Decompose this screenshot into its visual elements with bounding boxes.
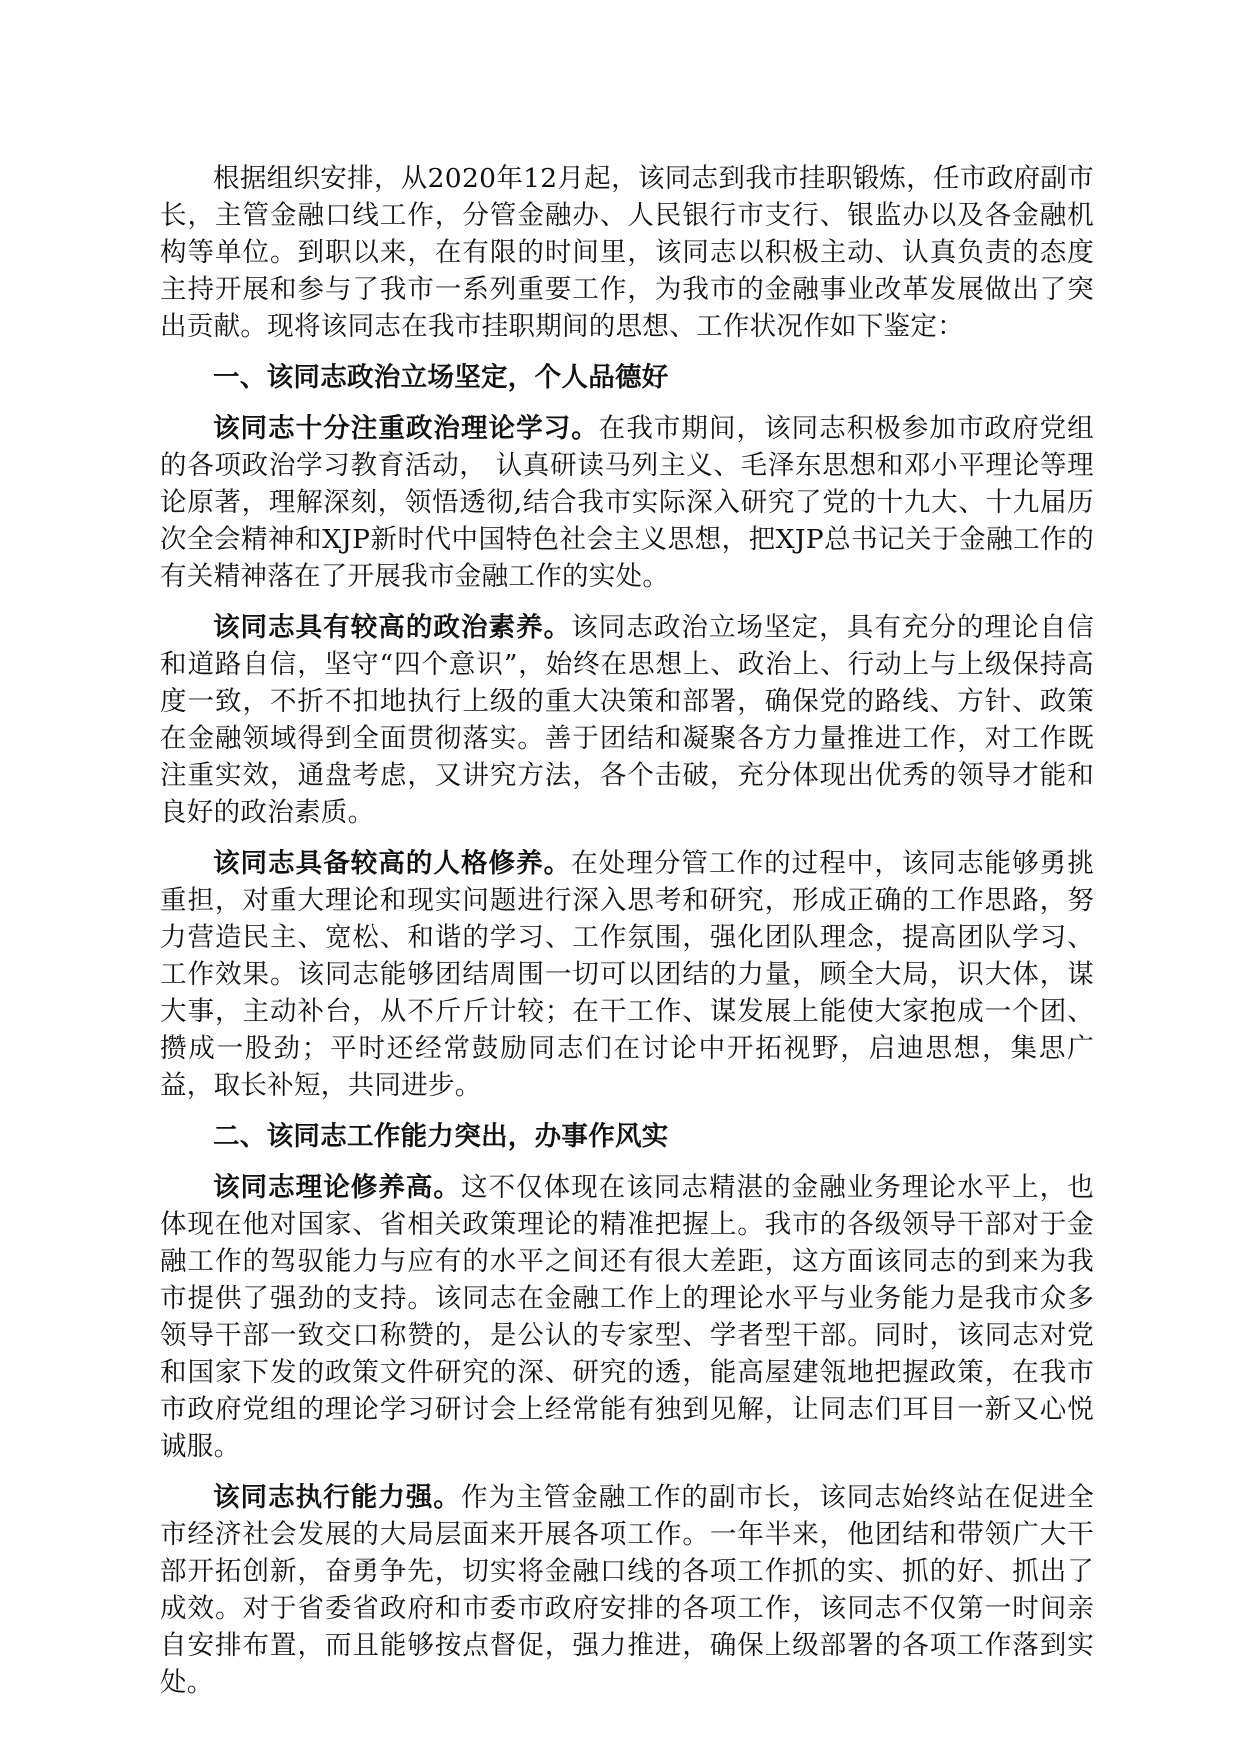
- paragraph-execution-ability: [160, 1479, 1094, 1701]
- document-body: [160, 160, 1094, 1715]
- paragraph-body: 作为主管金融工作的副市长，该同志始终站在促进全市经济社会发展的大局层面来开展各项工作。一年半来，他团结和带领广大干部开拓创新，奋勇争先，切实将金融口线的各项工作抓的实、抓的好、抓出了成效。对于省委省政府和市委市政府安排的各项工作，该同志不仅第一时间亲自安排布置，而且能够按点督促，强力推进，确保上级部署的各项工作落到实处。: [160, 1482, 1094, 1698]
- paragraph-lead: 该同志具有较高的政治素养。: [213, 612, 572, 643]
- paragraph-political-study: [160, 410, 1094, 595]
- intro-paragraph: 根据组织安排，从2020年12月起，该同志到我市挂职锻炼，任市政府副市长，主管金融口线工作，分管金融办、人民银行市支行、银监办以及各金融机构等单位。到职以来，在有限的时间里，该同志以积极主动、认真负责的态度主持开展和参与了我市一系列重要工作，为我市的金融事业改革发展做出了突出贡献。现将该同志在我市挂职期间的思想、工作状况作如下鉴定：: [160, 163, 1094, 342]
- paragraph-body: 在我市期间，该同志积极参加市政府党组的各项政治学习教育活动， 认真研读马列主义、毛泽东思想和邓小平理论等理论原著，理解深刻，领悟透彻,结合我市实际深入研究了党的十九大、十九届历次全会精神和XJP新时代中国特色社会主义思想，把XJP总书记关于金融工作的有关精神落在了开展我市金融工作的实处。: [160, 413, 1094, 592]
- section-heading-2: 二、该同志工作能力突出，办事作风实: [213, 1121, 669, 1152]
- paragraph-lead: 该同志十分注重政治理论学习。: [213, 413, 599, 444]
- paragraph-political-quality: [160, 609, 1094, 831]
- paragraph-body: 这不仅体现在该同志精湛的金融业务理论水平上，也体现在他对国家、省相关政策理论的精准把握上。我市的各级领导干部对于金融工作的驾驭能力与应有的水平之间还有很大差距，这方面该同志的到来为我市提供了强劲的支持。该同志在金融工作上的理论水平与业务能力是我市众多领导干部一致交口称赞的，是公认的专家型、学者型干部。同时，该同志对党和国家下发的政策文件研究的深、研究的透，能高屋建瓴地把握政策，在我市市政府党组的理论学习研讨会上经常能有独到见解，让同志们耳目一新又心悦诚服。: [160, 1172, 1094, 1462]
- paragraph-theory-cultivation: [160, 1169, 1094, 1465]
- section-heading-1: 一、该同志政治立场坚定，个人品德好: [213, 362, 669, 393]
- paragraph-lead: 该同志理论修养高。: [213, 1172, 461, 1203]
- paragraph-personal-cultivation: [160, 845, 1094, 1104]
- paragraph-body: 在处理分管工作的过程中，该同志能够勇挑重担，对重大理论和现实问题进行深入思考和研究，形成正确的工作思路，努力营造民主、宽松、和谐的学习、工作氛围，强化团队理念，提高团队学习、工作效果。该同志能够团结周围一切可以团结的力量，顾全大局，识大体，谋大事，主动补台，从不斤斤计较；在干工作、谋发展上能使大家抱成一个团、攒成一股劲；平时还经常鼓励同志们在讨论中开拓视野，启迪思想，集思广益，取长补短，共同进步。: [160, 848, 1094, 1101]
- paragraph-body: 该同志政治立场坚定，具有充分的理论自信和道路自信，坚守“四个意识”，始终在思想上、政治上、行动上与上级保持高度一致，不折不扣地执行上级的重大决策和部署，确保党的路线、方针、政策在金融领域得到全面贯彻落实。善于团结和凝聚各方力量推进工作，对工作既注重实效，通盘考虑，又讲究方法，各个击破，充分体现出优秀的领导才能和良好的政治素质。: [160, 612, 1094, 828]
- paragraph-lead: 该同志执行能力强。: [213, 1482, 461, 1513]
- paragraph-lead: 该同志具备较高的人格修养。: [213, 848, 572, 879]
